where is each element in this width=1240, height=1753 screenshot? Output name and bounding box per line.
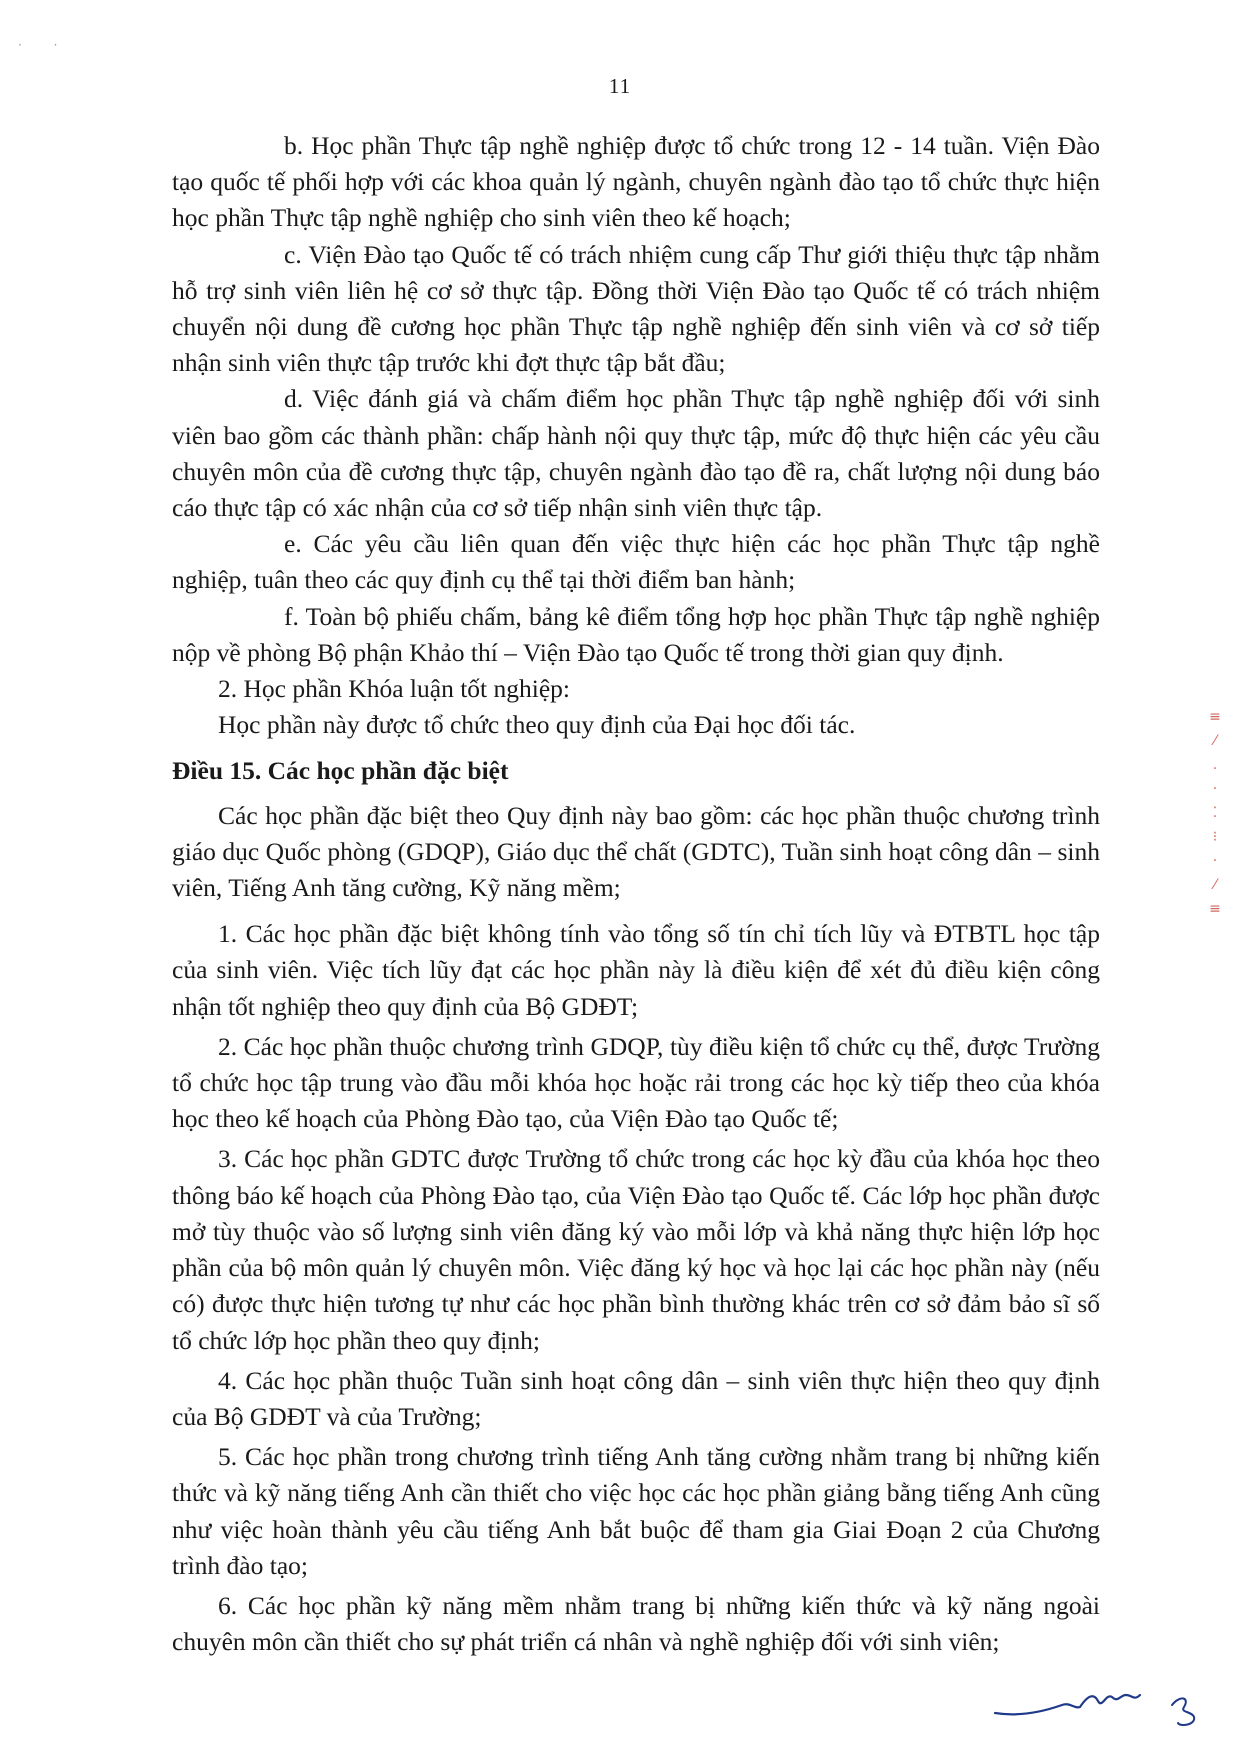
special-item-2: 2. Các học phần thuộc chương trình GDQP, tùy điều kiện tổ chức cụ thể, được Trường tổ chức học tập trung vào đầu mỗi khóa học hoặc rải trong các học kỳ tiếp theo của khóa học theo kế hoạch của Phòng Đào tạo, của Viện Đào tạo Quốc tế; — [172, 1031, 1100, 1134]
paragraph-e: e. Các yêu cầu liên quan đến việc thực hiện các học phần Thực tập nghề nghiệp, tuân theo các quy định cụ thể tại thời điểm ban hành; — [172, 529, 1100, 595]
signature-mark — [990, 1665, 1220, 1740]
margin-stamp-bleed: ≡ ⁄ . · ⁚ ⁝ · ⁄ ≡ — [1209, 709, 1221, 917]
document-body — [172, 128, 1100, 1660]
paragraph-f: f. Toàn bộ phiếu chấm, bảng kê điểm tổng hợp học phần Thực tập nghề nghiệp nộp về phòng Bộ phận Khảo thí – Viện Đào tạo Quốc tế trong thời gian quy định. — [172, 601, 1100, 667]
paragraph-d: d. Việc đánh giá và chấm điểm học phần Thực tập nghề nghiệp đối với sinh viên bao gồm các thành phần: chấp hành nội quy thực tập, mức độ thực hiện các yêu cầu chuyên môn của đề cương thực tập, chuyên ngành đào tạo đề ra, chất lượng nội dung báo cáo thực tập có xác nhận của cơ sở tiếp nhận sinh viên thực tập. — [172, 384, 1100, 523]
special-item-6: 6. Các học phần kỹ năng mềm nhằm trang bị những kiến thức và kỹ năng ngoài chuyên môn cần thiết cho sự phát triển cá nhân và nghề nghiệp đối với sinh viên; — [172, 1590, 1100, 1657]
item-2-thesis: 2. Học phần Khóa luận tốt nghiệp: — [218, 674, 570, 704]
section-heading: Điều 15. Các học phần đặc biệt — [172, 756, 509, 786]
special-item-4: 4. Các học phần thuộc Tuần sinh hoạt công dân – sinh viên thực hiện theo quy định của Bộ GDĐT và của Trường; — [172, 1365, 1100, 1431]
page-number: 11 — [608, 74, 632, 98]
initials-stroke — [1172, 1698, 1194, 1725]
special-item-1: 1. Các học phần đặc biệt không tính vào tổng số tín chỉ tích lũy và ĐTBTL học tập của sinh viên. Việc tích lũy đạt các học phần này là điều kiện để xét đủ điều kiện công nhận tốt nghiệp theo quy định của Bộ GDĐT; — [172, 919, 1100, 1021]
signature-stroke — [995, 1695, 1140, 1714]
scan-specks: · · — [18, 38, 72, 52]
thesis-note: Học phần này được tổ chức theo quy định của Đại học đối tác. — [218, 710, 856, 740]
section-intro: Các học phần đặc biệt theo Quy định này bao gồm: các học phần thuộc chương trình giáo dục Quốc phòng (GDQP), Giáo dục thể chất (GDTC), Tuần sinh hoạt công dân – sinh viên, Tiếng Anh tăng cường, Kỹ năng mềm; — [172, 800, 1100, 903]
paragraph-b: b. Học phần Thực tập nghề nghiệp được tổ chức trong 12 - 14 tuần. Viện Đào tạo quốc tế phối hợp với các khoa quản lý ngành, chuyên ngành đào tạo tổ chức thực hiện học phần Thực tập nghề nghiệp cho sinh viên theo kế hoạch; — [172, 131, 1100, 233]
paragraph-c: c. Viện Đào tạo Quốc tế có trách nhiệm cung cấp Thư giới thiệu thực tập nhằm hỗ trợ sinh viên liên hệ cơ sở thực tập. Đồng thời Viện Đào tạo Quốc tế có trách nhiệm chuyển nội dung đề cương học phần Thực tập nghề nghiệp đến sinh viên và cơ sở tiếp nhận sinh viên thực tập trước khi đợt thực tập bắt đầu; — [172, 239, 1100, 378]
special-item-5: 5. Các học phần trong chương trình tiếng Anh tăng cường nhằm trang bị những kiến thức và kỹ năng tiếng Anh cần thiết cho việc học các học phần giảng bằng tiếng Anh cũng như việc hoàn thành yêu cầu tiếng Anh bắt buộc để tham gia Giai Đoạn 2 của Chương trình đào tạo; — [172, 1442, 1100, 1580]
special-item-3: 3. Các học phần GDTC được Trường tổ chức trong các học kỳ đầu của khóa học theo thông báo kế hoạch của Phòng Đào tạo, của Viện Đào tạo Quốc tế. Các lớp học phần được mở tùy thuộc vào số lượng sinh viên đăng ký vào mỗi lớp và khả năng thực hiện lớp học phần của bộ môn quản lý chuyên môn. Việc đăng ký học và học lại các học phần này (nếu có) được thực hiện tương tự như các học phần bình thường khác trên cơ sở đảm bảo sĩ số tổ chức lớp học phần theo quy định; — [172, 1144, 1100, 1355]
